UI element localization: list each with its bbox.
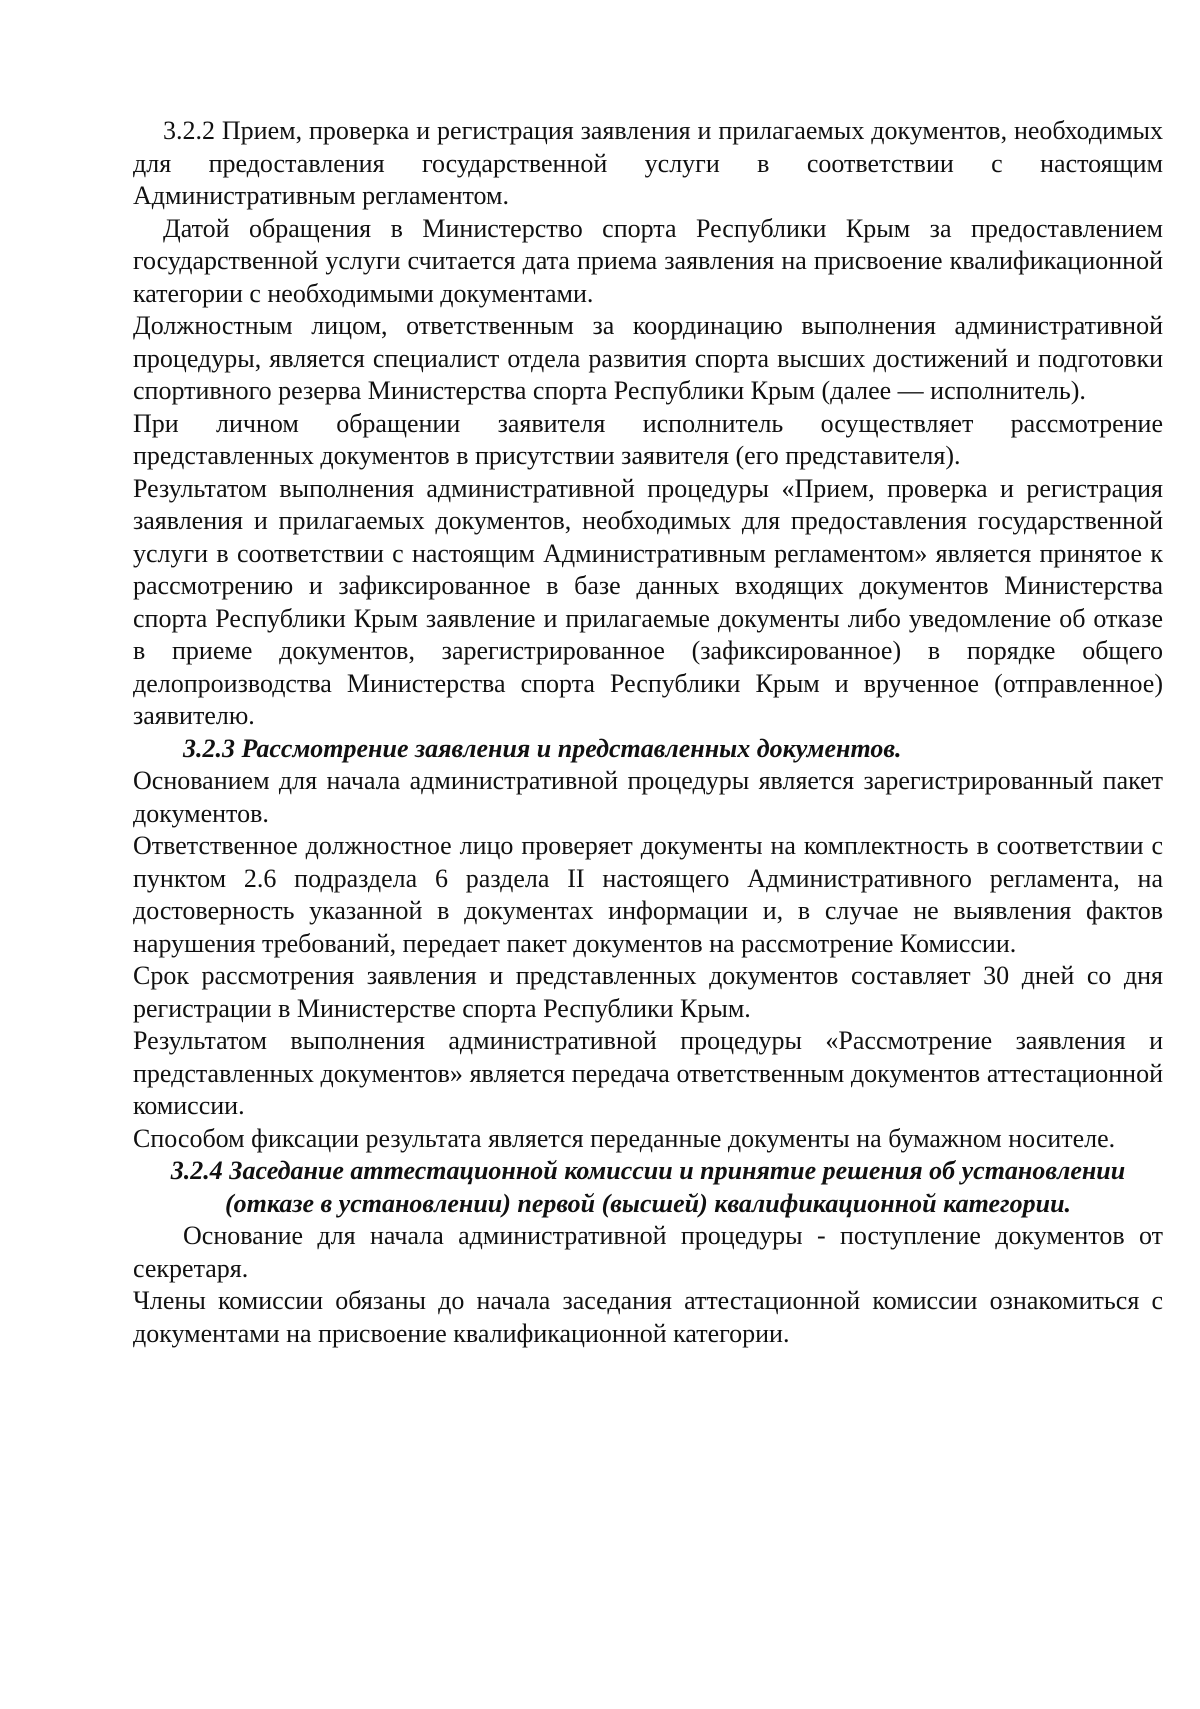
paragraph-result-reception: Результатом выполнения административной процедуры «Прием, проверка и регистрация заявления и прилагаемых документов, необходимых для предоставления государственной услуги в соответствии с настоящим Административным регламентом» является принятое к рассмотрению и зафиксированное в базе данных входящих документов Министерства спорта Республики Крым заявление и прилагаемые документы либо уведомление об отказе в приеме документов, зарегистрированное (зафиксированное) в порядке общего делопроизводства Министерства спорта Республики Крым и врученное (отправленное) заявителю. (133, 473, 1163, 730)
paragraph-commission-members: Члены комиссии обязаны до начала заседания аттестационной комиссии ознакомиться с документами на присвоение квалификационной категории. (133, 1286, 1163, 1348)
paragraph-basis-procedure: Основанием для начала административной процедуры является зарегистрированный пакет документов. (133, 766, 1163, 828)
paragraph-fixation-method: Способом фиксации результата является переданные документы на бумажном носителе. (133, 1123, 1116, 1153)
document-body (133, 115, 1163, 1350)
paragraph-date-of-request: Датой обращения в Министерство спорта Республики Крым за предоставлением государственной услуги считается дата приема заявления на присвоение квалификационной категории с необходимыми документами. (133, 213, 1163, 308)
paragraph-basis-from-secretary: Основание для начала административной процедуры - поступление документов от секретаря. (133, 1221, 1163, 1283)
paragraph-3-2-2: 3.2.2 Прием, проверка и регистрация заявления и прилагаемых документов, необходимых для предоставления государственной услуги в соответствии с настоящим Административным регламентом. (133, 116, 1163, 210)
paragraph-responsible-official: Должностным лицом, ответственным за координацию выполнения административной процедуры, является специалист отдела развития спорта высших достижений и подготовки спортивного резерва Министерства спорта Республики Крым (далее — исполнитель). (133, 311, 1163, 405)
paragraph-personal-request: При личном обращении заявителя исполнитель осуществляет рассмотрение представленных документов в присутствии заявителя (его представителя). (133, 408, 1163, 470)
heading-3-2-3: 3.2.3 Рассмотрение заявления и представленных документов. (183, 733, 902, 763)
heading-3-2-4: 3.2.4 Заседание аттестационной комиссии и принятие решения об установлении (отказе в установлении) первой (высшей) квалификационной категории. (170, 1156, 1126, 1218)
paragraph-review-period: Срок рассмотрения заявления и представленных документов составляет 30 дней со дня регистрации в Министерстве спорта Республики Крым. (133, 961, 1163, 1023)
paragraph-result-review: Результатом выполнения административной процедуры «Рассмотрение заявления и представленных документов» является передача ответственным документов аттестационной комиссии. (133, 1026, 1163, 1120)
paragraph-document-check: Ответственное должностное лицо проверяет документы на комплектность в соответствии с пунктом 2.6 подраздела 6 раздела II настоящего Административного регламента, на достоверность указанной в документах информации и, в случае не выявления фактов нарушения требований, передает пакет документов на рассмотрение Комиссии. (133, 831, 1163, 958)
